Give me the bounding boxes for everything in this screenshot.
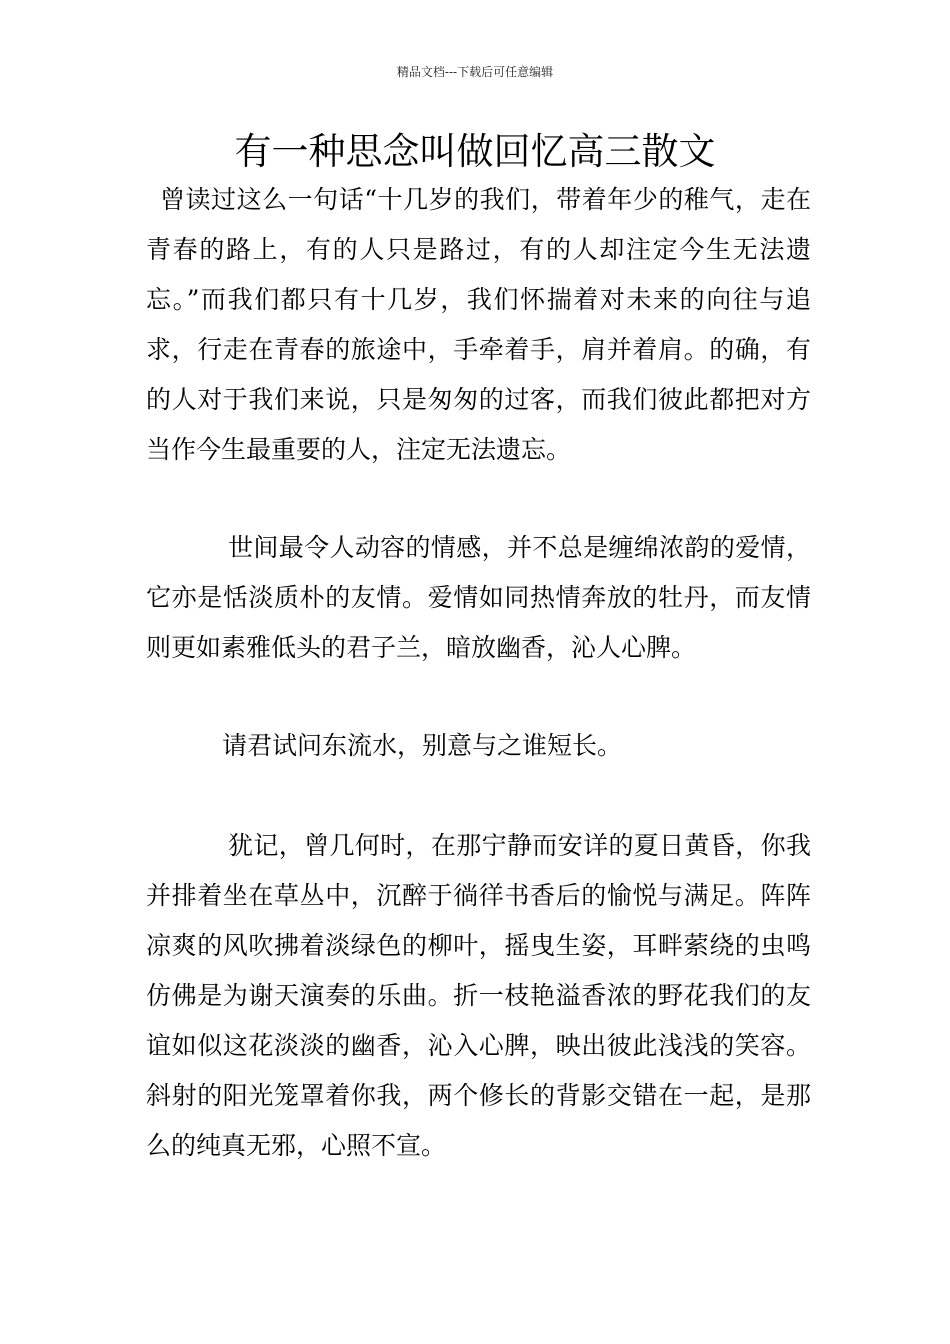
paragraph-4: 犹记，曾几何时，在那宁静而安详的夏日黄昏，你我并排着坐在草丛中，沉醉于徜徉书香后的愉悦与满足。阵阵凉爽的风吹拂着淡绿色的柳叶，摇曳生姿，耳畔萦绕的虫鸣仿佛是为谢天演奏的乐曲。折一枝艳溢香浓的野花我们的友谊如似这花淡淡的幽香，沁入心脾，映出彼此浅浅的笑容。斜射的阳光笼罩着你我，两个修长的背影交错在一起，是那么的纯真无邪，心照不宣。 xyxy=(146,831,811,1160)
paragraph-1: 曾读过这么一句话“十几岁的我们，带着年少的稚气，走在青春的路上，有的人只是路过，有的人却注定今生无法遗忘。”而我们都只有十几岁，我们怀揣着对未来的向往与追求，行走在青春的旅途中，手牵着手，肩并着肩。的确，有的人对于我们来说，只是匆匆的过客，而我们彼此都把对方当作今生最重要的人，注定无法遗忘。 xyxy=(146,185,811,464)
document-title: 有一种思念叫做回忆高三散文 xyxy=(234,130,716,173)
page-header-note: 精品文档---下载后可任意编辑 xyxy=(396,65,554,79)
paragraph-2: 世间最令人动容的情感，并不总是缠绵浓韵的爱情，它亦是恬淡质朴的友情。爱情如同热情奔放的牡丹，而友情则更如素雅低头的君子兰，暗放幽香，沁人心脾。 xyxy=(146,533,811,662)
paragraph-3: 请君试问东流水，别意与之谁短长。 xyxy=(222,731,623,760)
